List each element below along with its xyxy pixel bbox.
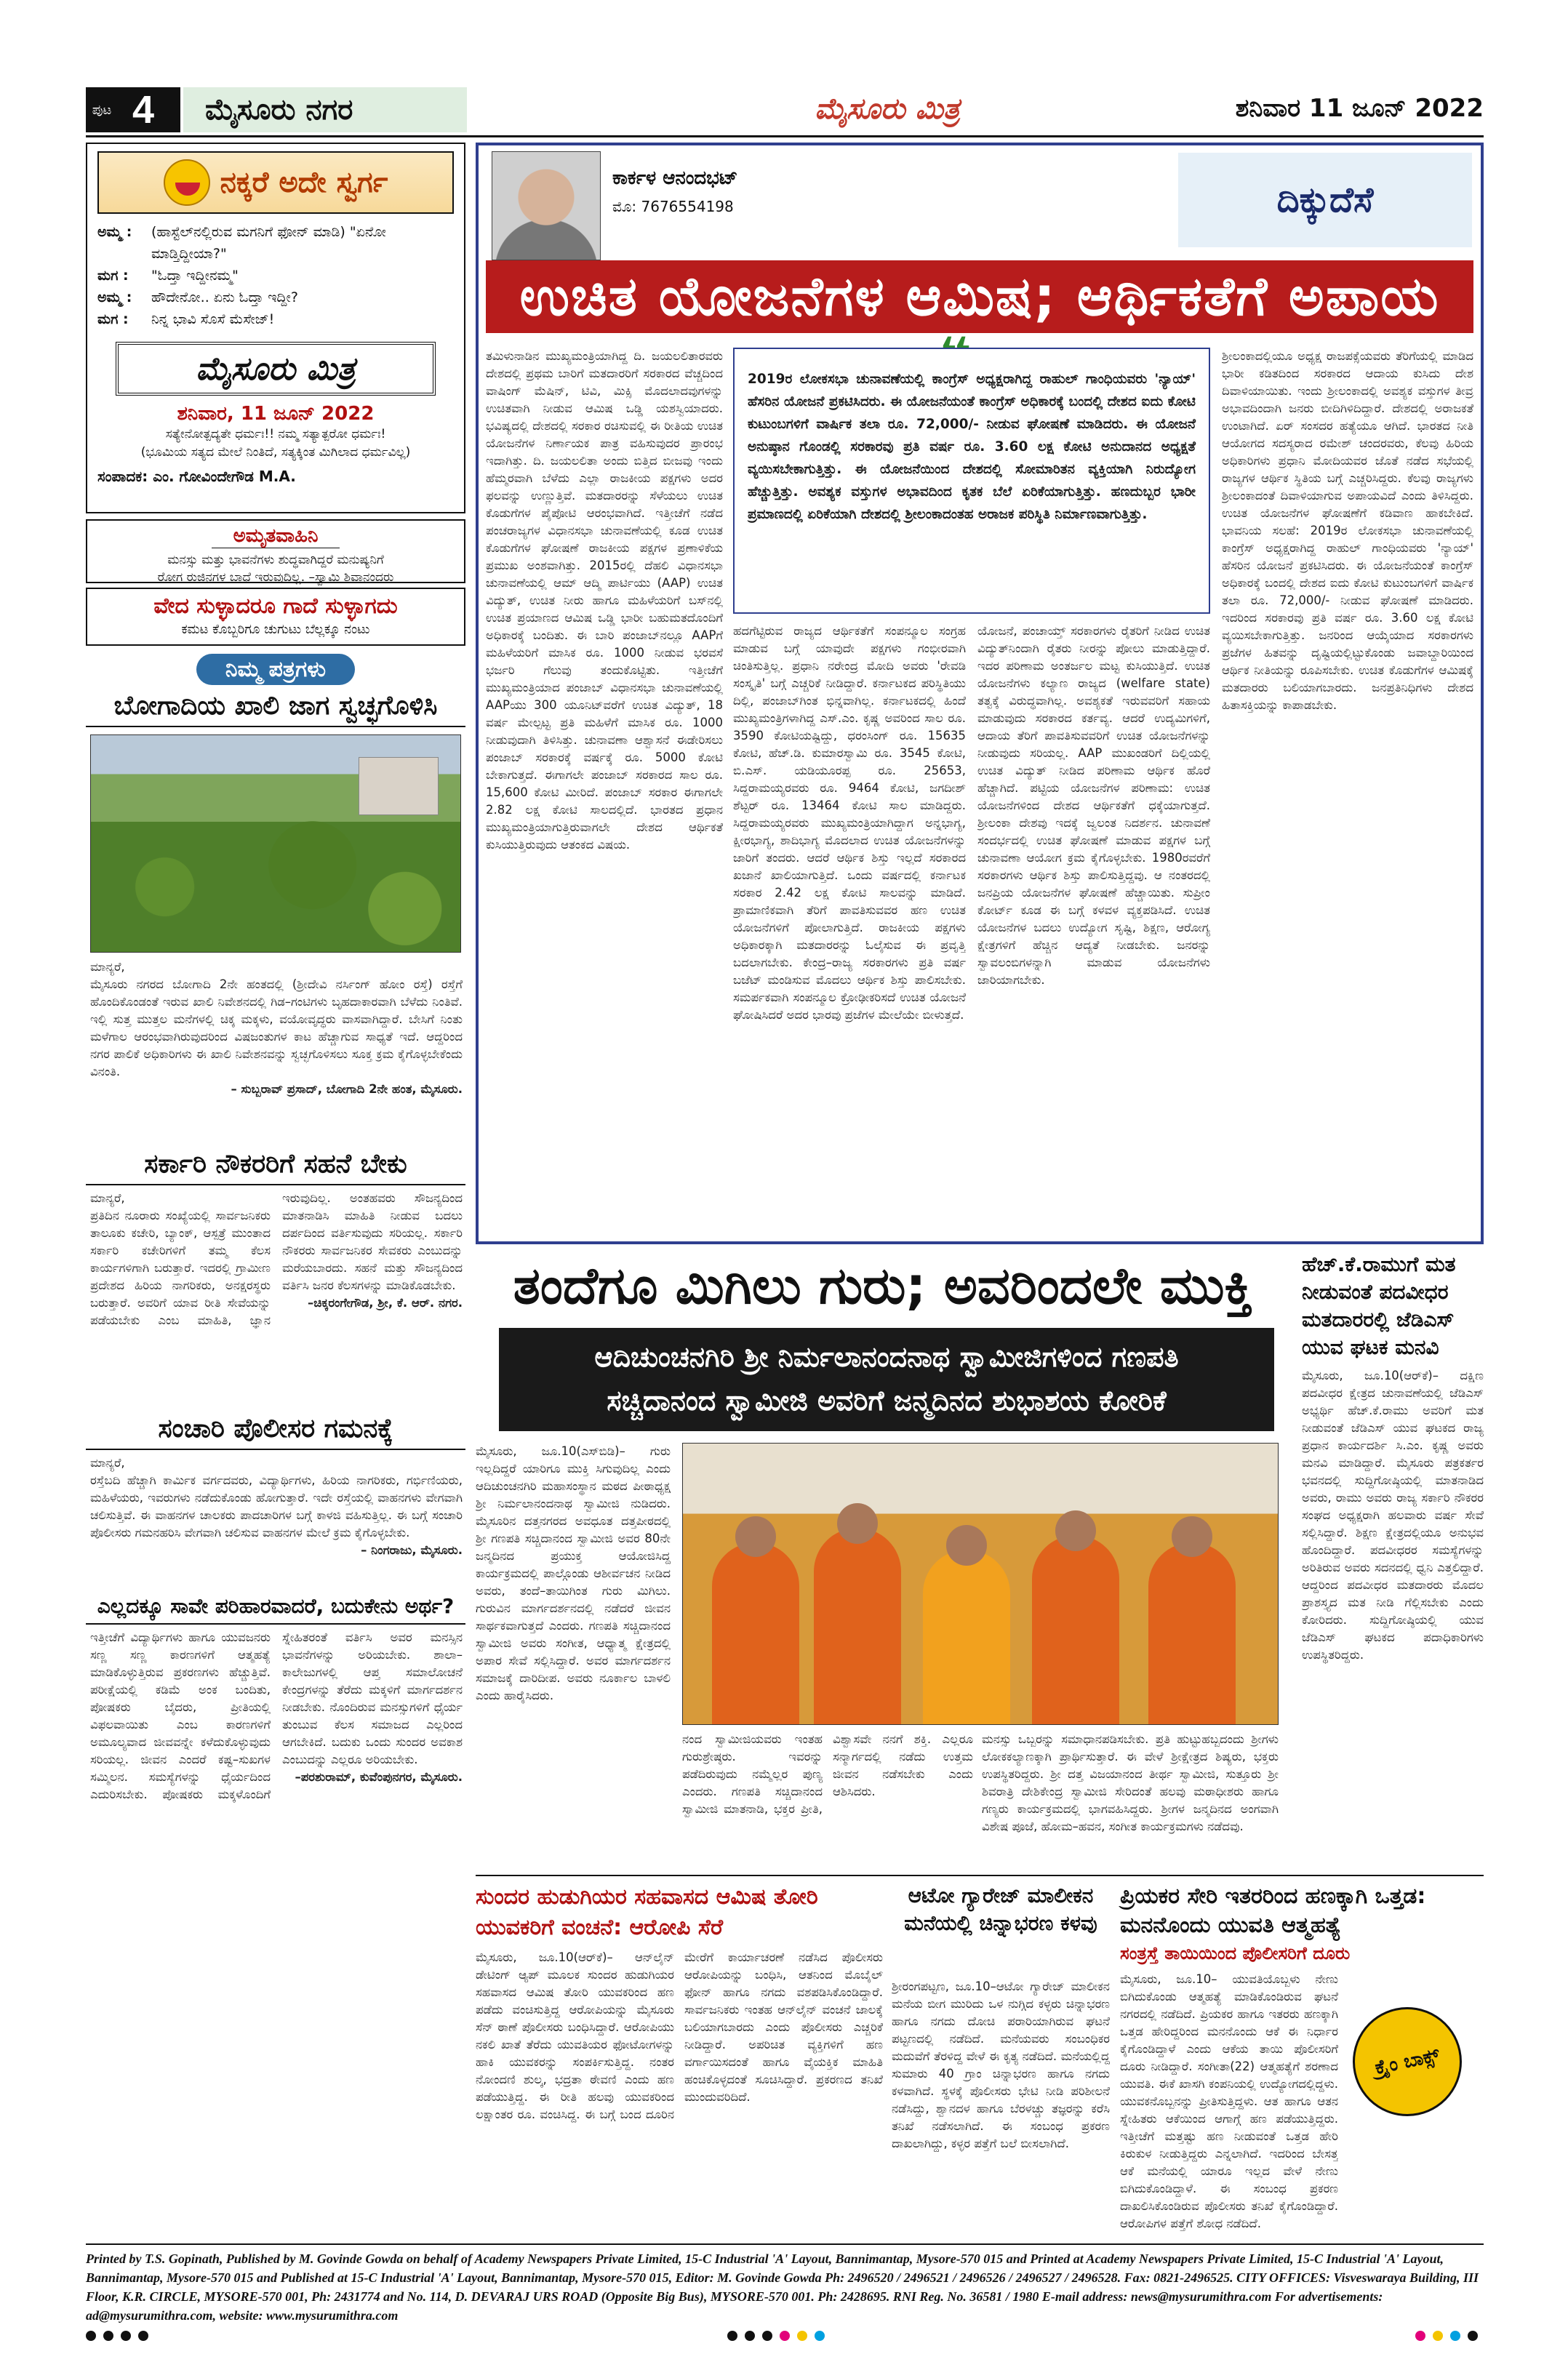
crime-box-badge: ಕ್ರೈಂ ಬಾಕ್ಸ್: [1343, 1997, 1472, 2126]
masthead-logo: ಮೈಸೂರು ಮಿತ್ರ: [815, 91, 960, 126]
joke-line: ಅಮ್ಮ : (ಹಾಸ್ಟೆಲ್‌ನಲ್ಲಿರುವ ಮಗನಿಗೆ ಫೋನ್ ಮಾಡಿ) "ಏನೋ ಮಾಡ್ತಿದ್ದೀಯಾ?": [97, 224, 386, 262]
imprint-footer: Printed by T.S. Gopinath, Published by M. Govinde Gowda on behalf of Academy Newspapers Private Limited, 15-C Industrial 'A' Layout, Bannimantap, Mysore-570 015 and Printed at Academy Newspapers Private Limited, 15-C Industrial 'A' Layout, Bannimantap, Mysore-570 015 and Published at 15-C Industrial 'A' Layout, Bannimantap, Mysore-570 015, Editor: M. Govinde Gowda Ph: 2496520 / 2496521 / 2496526 / 2496527 / 2496528. Fax: 0821-2496525. CITY OFFICES: Visveswaraya Building, III Floor, K.R. CIRCLE, MYSORE-570 001, Ph: 2431774 and No. 114, D. DEVARAJ URS ROAD (Opposite Big Bus), MYSORE-570 001. Ph: 2428695. RNI Reg. No. 36581 / 1980 E-mail address: news@mysurumithra.com For advertisements: ad@mysurumithra.com, website: www.mysurumithra.com: [86, 2243, 1484, 2325]
quote-line: ರೋಗ ರುಜಿನಗಳ ಬಾಧೆ ಇರುವುದಿಲ್ಲ. –ಸ್ವಾಮಿ ಶಿವಾನಂದರು: [157, 570, 394, 585]
section-divider: [476, 1875, 1484, 1876]
feature-headline: ಉಚಿತ ಯೋಜನೆಗಳ ಆಮಿಷ; ಆರ್ಥಿಕತೆಗೆ ಅಪಾಯ: [486, 260, 1473, 333]
page-number: 4: [132, 88, 155, 132]
story-headline: ಆಟೋ ಗ್ಯಾರೇಜ್ ಮಾಲೀಕನ ಮನೆಯಲ್ಲಿ ಚಿನ್ನಾಭರಣ ಕಳವು: [904, 1883, 1097, 1935]
registration-dots: [727, 2331, 825, 2344]
author-photo: [492, 151, 601, 260]
letter-body: ಮಾನ್ಯರೆ, ರಸ್ತೆಬದಿ ಹೆಚ್ಚಾಗಿ ಕಾರ್ಮಿಕ ವರ್ಗದವರು, ವಿದ್ಯಾರ್ಥಿಗಳು, ಹಿರಿಯ ನಾಗರಿಕರು, ಗರ್ಭಿಣಿಯರು, ಮಹಿಳೆಯರು, ಇವರುಗಳು ನಡೆದುಕೊಂಡು ಹೋಗುತ್ತಾರೆ. ಇದೇ ರಸ್ತೆಯಲ್ಲಿ ವಾಹನಗಳು ವೇಗವಾಗಿ ಚಲಿಸುತ್ತಿವೆ. ಈ ವಾಹನಗಳ ಚಾಲಕರು ಪಾದಚಾರಿಗಳ ಬಗ್ಗೆ ಕಾಳಜಿ ವಹಿಸುತ್ತಿಲ್ಲ. ಈ ಬಗ್ಗೆ ಸಂಚಾರಿ ಪೊಲೀಸರು ಗಮನಹರಿಸಿ ವೇಗವಾಗಿ ಚಲಿಸುವ ವಾಹನಗಳ ಮೇಲೆ ಕ್ರಮ ಕೈಗೊಳ್ಳಬೇಕು. – ನಿಂಗರಾಜು, ಮೈಸೂರು.: [90, 1456, 463, 1557]
proverb-title: ವೇದ ಸುಳ್ಳಾದರೂ ಗಾದೆ ಸುಳ್ಳಾಗದು: [153, 593, 398, 619]
event-photo: [682, 1443, 1279, 1725]
letter-body: ಮಾನ್ಯರೆ, ಪ್ರತಿದಿನ ನೂರಾರು ಸಂಖ್ಯೆಯಲ್ಲಿ ಸಾರ್ವಜನಿಕರು ತಾಲೂಕು ಕಚೇರಿ, ಬ್ಯಾಂಕ್, ಆಸ್ಪತ್ರೆ ಮುಂತಾದ ಸರ್ಕಾರಿ ಕಚೇರಿಗಳಿಗೆ ತಮ್ಮ ಕೆಲಸ ಕಾರ್ಯಗಳಿಗಾಗಿ ಬರುತ್ತಾರೆ. ಇದರಲ್ಲಿ ಗ್ರಾಮೀಣ ಪ್ರದೇಶದ ಹಿರಿಯ ನಾಗರಿಕರು, ಅನಕ್ಷರಸ್ಥರು ಬರುತ್ತಾರೆ. ಅವರಿಗೆ ಯಾವ ರೀತಿ ಸೇವೆಯನ್ನು ಪಡೆಯಬೇಕು ಎಂಬ ಮಾಹಿತಿ, ಜ್ಞಾನ ಇರುವುದಿಲ್ಲ. ಅಂತಹವರು ಸೌಜನ್ಯದಿಂದ ಮಾತನಾಡಿಸಿ ಮಾಹಿತಿ ನೀಡುವ ಬದಲು ದರ್ಪದಿಂದ ವರ್ತಿಸುವುದು ಸರಿಯಲ್ಲ. ಸರ್ಕಾರಿ ನೌಕರರು ಸಾರ್ವಜನಿಕರ ಸೇವಕರು ಎಂಬುದನ್ನು ಮರೆಯಬಾರದು. ಸಹನೆ ಮತ್ತು ಸೌಜನ್ಯದಿಂದ ವರ್ತಿಸಿ ಜನರ ಕೆಲಸಗಳನ್ನು ಮಾಡಿಕೊಡಬೇಕು. –ಚಿಕ್ಕರಂಗೇಗೌಡ, ಶ್ರೀ, ಕೆ. ಆರ್. ನಗರ.: [90, 1191, 463, 1327]
story-subheadline: ಆದಿಚುಂಚನಗಿರಿ ಶ್ರೀ ನಿರ್ಮಲಾನಂದನಾಥ ಸ್ವಾಮೀಜಿಗಳಿಂದ ಗಣಪತಿ ಸಚ್ಚಿದಾನಂದ ಸ್ವಾಮೀಜಿ ಅವರಿಗೆ ಜನ್ಮದಿನದ ಶುಭಾಶಯ ಕೋರಿಕೆ: [499, 1328, 1274, 1431]
paper-motto: ಸತ್ಯೇನೋತ್ಪದ್ಯತೇ ಧರ್ಮಃ!! ನಮ್ಮ ಸತ್ಯಾತ್ಪರೋ ಧರ್ಮಃ!: [165, 427, 386, 441]
story-column: ನಂದ ಸ್ವಾಮೀಜಿಯವರು ಇಂತಹ ಗುರುಶ್ರೇಷ್ಠರು. ಇವರನ್ನು ಪಡೆದಿರುವುದು ನಮ್ಮೆಲ್ಲರ ಪುಣ್ಯ ಎಂದರು. ಗಣಪತಿ ಸಚ್ಚಿದಾನಂದ ಸ್ವಾಮೀಜಿ ಮಾತನಾಡಿ, ಭಕ್ತರ ಪ್ರೀತಿ, ವಿಶ್ವಾಸವೇ ನನಗೆ ಶಕ್ತಿ. ಎಲ್ಲರೂ ಸನ್ಮಾರ್ಗದಲ್ಲಿ ನಡೆದು ಉತ್ತಮ ಜೀವನ ನಡೆಸಬೇಕು ಎಂದು ಆಶಿಸಿದರು.: [682, 1732, 973, 1816]
feature-column: ಹದಗೆಟ್ಟಿರುವ ರಾಜ್ಯದ ಆರ್ಥಿಕತೆಗೆ ಸಂಪನ್ಮೂಲ ಸಂಗ್ರಹ ಮಾಡುವ ಬಗ್ಗೆ ಯಾವುದೇ ಪಕ್ಷಗಳು ಗಂಭೀರವಾಗಿ ಚಿಂತಿಸುತ್ತಿಲ್ಲ. ಪ್ರಧಾನಿ ನರೇಂದ್ರ ಮೋದಿ ಅವರು 'ರೇವಡಿ ಸಂಸ್ಕೃತಿ' ಬಗ್ಗೆ ಎಚ್ಚರಿಕೆ ನೀಡಿದ್ದಾರೆ. ಕರ್ನಾಟಕದ ಪರಿಸ್ಥಿತಿಯು ದಿಲ್ಲಿ, ಪಂಜಾಬ್‌ಗಿಂತ ಭಿನ್ನವಾಗಿಲ್ಲ. ಕರ್ನಾಟಕದಲ್ಲಿ ಹಿಂದೆ ಮುಖ್ಯಮಂತ್ರಿಗಳಾಗಿದ್ದ ಎಸ್.ಎಂ. ಕೃಷ್ಣ ಅವರಿಂದ ಸಾಲ ರೂ. 3590 ಕೋಟಿಯಷ್ಟಿದ್ದು, ಧರಂಸಿಂಗ್ ರೂ. 15635 ಕೋಟಿ, ಹೆಚ್.ಡಿ. ಕುಮಾರಸ್ವಾಮಿ ರೂ. 3545 ಕೋಟಿ, ಬಿ.ಎಸ್. ಯಡಿಯೂರಪ್ಪ ರೂ. 25653, ಸಿದ್ದರಾಮಯ್ಯರವರು ರೂ. 9464 ಕೋಟಿ, ಜಗದೀಶ್ ಶೆಟ್ಟರ್ ರೂ. 13464 ಕೋಟಿ ಸಾಲ ಮಾಡಿದ್ದರು. ಸಿದ್ದರಾಮಯ್ಯರವರು ಮುಖ್ಯಮಂತ್ರಿಯಾಗಿದ್ದಾಗ ಅನ್ನಭಾಗ್ಯ, ಕ್ಷೀರಭಾಗ್ಯ, ಶಾದಿಭಾಗ್ಯ ಮೊದಲಾದ ಉಚಿತ ಯೋಜನೆಗಳನ್ನು ಜಾರಿಗೆ ತಂದರು. ಆದರೆ ಆರ್ಥಿಕ ಶಿಸ್ತು ಇಲ್ಲದೆ ಸರಕಾರದ ಖಜಾನೆ ಖಾಲಿಯಾಗುತ್ತಿದೆ. ಒಂದು ವರ್ಷದಲ್ಲಿ ಕರ್ನಾಟಕ ಸರಕಾರ 2.42 ಲಕ್ಷ ಕೋಟಿ ಸಾಲವನ್ನು ಮಾಡಿದೆ. ಪ್ರಾಮಾಣಿಕವಾಗಿ ತೆರಿಗೆ ಪಾವತಿಸುವವರ ಹಣ ಉಚಿತ ಯೋಜನೆಗಳಿಗೆ ಪೋಲಾಗುತ್ತಿದೆ. ರಾಜಕೀಯ ಪಕ್ಷಗಳು ಅಧಿಕಾರಕ್ಕಾಗಿ ಮತದಾರರನ್ನು ಓಲೈಸುವ ಈ ಪ್ರವೃತ್ತಿ ಬದಲಾಗಬೇಕು. ಕೇಂದ್ರ–ರಾಜ್ಯ ಸರಕಾರಗಳು ಪ್ರತಿ ವರ್ಷ ಬಜೆಟ್ ಮಂಡಿಸುವ ಮೊದಲು ಆರ್ಥಿಕ ಶಿಸ್ತು ಪಾಲಿಸಬೇಕು. ಸಮರ್ಪಕವಾಗಿ ಸಂಪನ್ಮೂಲ ಕ್ರೋಢೀಕರಿಸದೆ ಉಚಿತ ಯೋಜನೆ ಘೋಷಿಸಿದರೆ ಅದರ ಭಾರವು ಪ್ರಜೆಗಳ ಮೇಲೆಯೇ ಬೀಳುತ್ತದೆ.: [733, 624, 966, 1022]
feature-column: ಯೋಜನೆ, ಪಂಚಾಯ್ತ್ ಸರಕಾರಗಳು ರೈತರಿಗೆ ನೀಡಿದ ಉಚಿತ ವಿದ್ಯುತ್‌ನಿಂದಾಗಿ ರೈತರು ನೀರನ್ನು ಪೋಲು ಮಾಡುತ್ತಿದ್ದಾರೆ. ಇದರ ಪರಿಣಾಮ ಅಂತರ್ಜಲ ಮಟ್ಟ ಕುಸಿಯುತ್ತಿದೆ. ಉಚಿತ ಯೋಜನೆಗಳು ಕಲ್ಯಾಣ ರಾಜ್ಯದ (welfare state) ತತ್ವಕ್ಕೆ ವಿರುದ್ಧವಾಗಿಲ್ಲ. ಅವಶ್ಯಕತೆ ಇರುವವರಿಗೆ ಸಹಾಯ ಮಾಡುವುದು ಸರಕಾರದ ಕರ್ತವ್ಯ. ಆದರೆ ಉದ್ಯಮಿಗಳಿಗೆ, ಆದಾಯ ತೆರಿಗೆ ಪಾವತಿಸುವವರಿಗೆ ಉಚಿತ ಯೋಜನೆಗಳನ್ನು ನೀಡುವುದು ಸರಿಯಲ್ಲ. AAP ಮುಖಂಡರಿಗೆ ದಿಲ್ಲಿಯಲ್ಲಿ ಉಚಿತ ವಿದ್ಯುತ್ ನೀಡಿದ ಪರಿಣಾಮ ಆರ್ಥಿಕ ಹೊರೆ ಹೆಚ್ಚಾಗಿದೆ. ಪಟ್ಟಿಯ ಯೋಜನೆಗಳ ಪರಿಣಾಮ: ಉಚಿತ ಯೋಜನೆಗಳಿಂದ ದೇಶದ ಆರ್ಥಿಕತೆಗೆ ಧಕ್ಕೆಯಾಗುತ್ತದೆ. ಶ್ರೀಲಂಕಾ ದೇಶವು ಇದಕ್ಕೆ ಜ್ವಲಂತ ನಿದರ್ಶನ. ಚುನಾವಣೆ ಸಂದರ್ಭದಲ್ಲಿ ಉಚಿತ ಘೋಷಣೆ ಮಾಡುವ ಪಕ್ಷಗಳ ಬಗ್ಗೆ ಚುನಾವಣಾ ಆಯೋಗ ಕ್ರಮ ಕೈಗೊಳ್ಳಬೇಕು. 1980ರವರೆಗೆ ಸರಕಾರಗಳು ಆರ್ಥಿಕ ಶಿಸ್ತು ಪಾಲಿಸುತ್ತಿದ್ದವು. ಆ ನಂತರದಲ್ಲಿ ಜನಪ್ರಿಯ ಯೋಜನೆಗಳ ಘೋಷಣೆ ಹೆಚ್ಚಾಯಿತು. ಸುಪ್ರೀಂ ಕೋರ್ಟ್ ಕೂಡ ಈ ಬಗ್ಗೆ ಕಳವಳ ವ್ಯಕ್ತಪಡಿಸಿದೆ. ಉಚಿತ ಯೋಜನೆಗಳ ಬದಲು ಉದ್ಯೋಗ ಸೃಷ್ಟಿ, ಶಿಕ್ಷಣ, ಆರೋಗ್ಯ ಕ್ಷೇತ್ರಗಳಿಗೆ ಹೆಚ್ಚಿನ ಆದ್ಯತೆ ನೀಡಬೇಕು. ಜನರನ್ನು ಸ್ವಾವಲಂಬಿಗಳನ್ನಾಗಿ ಮಾಡುವ ಯೋಜನೆಗಳು ಜಾರಿಯಾಗಬೇಕು.: [977, 624, 1210, 987]
section-name: ಮೈಸೂರು ನಗರ: [183, 87, 467, 132]
story-column: ಮೈಸೂರು, ಜೂ.10(ಆರ್‌ಕೆ)– ದಕ್ಷಿಣ ಪದವೀಧರ ಕ್ಷೇತ್ರದ ಚುನಾವಣೆಯಲ್ಲಿ ಜೆಡಿಎಸ್ ಅಭ್ಯರ್ಥಿ ಹೆಚ್.ಕೆ.ರಾಮು ಅವರಿಗೆ ಮತ ನೀಡುವಂತೆ ಜೆಡಿಎಸ್ ಯುವ ಘಟಕದ ರಾಜ್ಯ ಪ್ರಧಾನ ಕಾರ್ಯದರ್ಶಿ ಸಿ.ಎಂ. ಕೃಷ್ಣ ಅವರು ಮನವಿ ಮಾಡಿದ್ದಾರೆ. ಮೈಸೂರು ಪತ್ರಕರ್ತರ ಭವನದಲ್ಲಿ ಸುದ್ದಿಗೋಷ್ಠಿಯಲ್ಲಿ ಮಾತನಾಡಿದ ಅವರು, ರಾಮು ಅವರು ರಾಜ್ಯ ಸರ್ಕಾರಿ ನೌಕರರ ಸಂಘದ ಅಧ್ಯಕ್ಷರಾಗಿ ಹಲವಾರು ವರ್ಷ ಸೇವೆ ಸಲ್ಲಿಸಿದ್ದಾರೆ. ಶಿಕ್ಷಣ ಕ್ಷೇತ್ರದಲ್ಲಿಯೂ ಅನುಭವ ಹೊಂದಿದ್ದಾರೆ. ಪದವೀಧರರ ಸಮಸ್ಯೆಗಳನ್ನು ಅರಿತಿರುವ ಅವರು ಸದನದಲ್ಲಿ ಧ್ವನಿ ಎತ್ತಲಿದ್ದಾರೆ. ಆದ್ದರಿಂದ ಪದವೀಧರ ಮತದಾರರು ಮೊದಲ ಪ್ರಾಶಸ್ತ್ಯದ ಮತ ನೀಡಿ ಗೆಲ್ಲಿಸಬೇಕು ಎಂದು ಕೋರಿದರು. ಸುದ್ದಿಗೋಷ್ಠಿಯಲ್ಲಿ ಯುವ ಜೆಡಿಎಸ್ ಘಟಕದ ಪದಾಧಿಕಾರಿಗಳು ಉಪಸ್ಥಿತರಿದ್ದರು.: [1302, 1369, 1484, 1662]
author-name: ಕಾರ್ಕಳ ಆನಂದಭಟ್: [612, 167, 738, 189]
story-subheadline: ಸಂತ್ರಸ್ತೆ ತಾಯಿಯಿಂದ ಪೊಲೀಸರಿಗೆ ದೂರು: [1120, 1943, 1351, 1963]
joke-line: ಮಗ : "ಓದ್ತಾ ಇದ್ದೀನಮ್ಮ": [97, 268, 239, 284]
page-number-box: [86, 87, 180, 132]
pull-quote: 2019ರ ಲೋಕಸಭಾ ಚುನಾವಣೆಯಲ್ಲಿ ಕಾಂಗ್ರೆಸ್ ಅಧ್ಯಕ್ಷರಾಗಿದ್ದ ರಾಹುಲ್ ಗಾಂಧಿಯವರು 'ನ್ಯಾಯ್' ಹೆಸರಿನ ಯೋಜನೆ ಪ್ರಕಟಿಸಿದರು. ಈ ಯೋಜನೆಯಂತೆ ಕಾಂಗ್ರೆಸ್ ಅಧಿಕಾರಕ್ಕೆ ಬಂದಲ್ಲಿ ದೇಶದ ಐದು ಕೋಟಿ ಕುಟುಂಬಗಳಿಗೆ ವಾರ್ಷಿಕ ತಲಾ ರೂ. 72,000/- ನೀಡುವ ಘೋಷಣೆ ಮಾಡಿದರು. ಈ ಯೋಜನೆ ಅನುಷ್ಠಾನ ಗೊಂಡಲ್ಲಿ ಸರಕಾರವು ಪ್ರತಿ ವರ್ಷ ರೂ. 3.60 ಲಕ್ಷ ಕೋಟಿ ಅನುದಾನದ ಅಧ್ಯಕ್ಷತೆ ವ್ಯಯಿಸಬೇಕಾಗುತ್ತಿತ್ತು. ಈ ಯೋಜನೆಯಿಂದ ದೇಶದಲ್ಲಿ ಸೋಮಾರಿತನ ವ್ಯಕ್ತಿಯಾಗಿ ನಿರುದ್ಯೋಗ ಹೆಚ್ಚುತ್ತಿತ್ತು. ಅವಶ್ಯಕ ವಸ್ತುಗಳ ಅಭಾವದಿಂದ ಕೃತಕ ಬೆಲೆ ಏರಿಕೆಯಾಗುತ್ತಿತ್ತು. ಹಣದುಬ್ಬರ ಭಾರೀ ಪ್ರಮಾಣದಲ್ಲಿ ಏರಿಕೆಯಾಗಿ ದೇಶದಲ್ಲಿ ಶ್ರೀಲಂಕಾದಂತಹ ಅರಾಜಕ ಪರಿಸ್ಥಿತಿ ನಿರ್ಮಾಣವಾಗುತ್ತಿತ್ತು.: [733, 348, 1210, 614]
letter-title: ಬೋಗಾದಿಯ ಖಾಲಿ ಜಾಗ ಸ್ವಚ್ಛಗೊಳಿಸಿ: [86, 691, 465, 727]
overgrown-plot-photo: [90, 734, 461, 953]
story-headline: ಸುಂದರ ಹುಡುಗಿಯರ ಸಹವಾಸದ ಆಮಿಷ ತೋರಿ ಯುವಕರಿಗೆ ವಂಚನೆ: ಆರೋಪಿ ಸೆರೆ: [476, 1884, 818, 1940]
letter-title: ಸಂಚಾರಿ ಪೊಲೀಸರ ಗಮನಕ್ಕೆ: [86, 1414, 465, 1450]
quote-box: [86, 519, 465, 583]
letter-body: ಮಾನ್ಯರೆ, ಮೈಸೂರು ನಗರದ ಬೋಗಾದಿ 2ನೇ ಹಂತದಲ್ಲಿ (ಶ್ರೀದೇವಿ ನರ್ಸಿಂಗ್ ಹೋಂ ರಸ್ತೆ) ರಸ್ತೆಗೆ ಹೊಂದಿಕೊಂಡಂತೆ ಇರುವ ಖಾಲಿ ನಿವೇಶನದಲ್ಲಿ ಗಿಡ–ಗಂಟಿಗಳು ಬೃಹದಾಕಾರವಾಗಿ ಬೆಳೆದು ನಿಂತಿವೆ. ಇಲ್ಲಿ ಸುತ್ತ ಮುತ್ತಲ ಮನೆಗಳಲ್ಲಿ ಚಿಕ್ಕ ಮಕ್ಕಳು, ವಯೋವೃದ್ಧರು ವಾಸವಾಗಿದ್ದಾರೆ. ಬೇಸಿಗೆ ನಿಂತು ಮಳೆಗಾಲ ಆರಂಭವಾಗಿರುವುದರಿಂದ ವಿಷಜಂತುಗಳ ಕಾಟ ಹೆಚ್ಚಾಗುವ ಸಾಧ್ಯತೆ ಇದೆ. ಆದ್ದರಿಂದ ನಗರ ಪಾಲಿಕೆ ಅಧಿಕಾರಿಗಳು ಈ ಖಾಲಿ ನಿವೇಶನವನ್ನು ಸ್ವಚ್ಛಗೊಳಿಸಲು ಸೂಕ್ತ ಕ್ರಮ ಕೈಗೊಳ್ಳಬೇಕೆಂದು ವಿನಂತಿ. – ಸುಬ್ಬರಾವ್ ಪ್ರಸಾದ್, ಬೋಗಾದಿ 2ನೇ ಹಂತ, ಮೈಸೂರು.: [90, 960, 463, 1096]
paper-name-banner: ಮೈಸೂರು ಮಿತ್ರ: [116, 342, 436, 396]
story-headline: ಪ್ರಿಯಕರ ಸೇರಿ ಇತರರಿಂದ ಹಣಕ್ಕಾಗಿ ಒತ್ತಡ: ಮನನೊಂದು ಯುವತಿ ಆತ್ಮಹತ್ಯೆ: [1120, 1883, 1426, 1938]
registration-dots: [86, 2331, 148, 2344]
masthead-rule: [86, 135, 1484, 137]
story-column: ಶ್ರೀರಂಗಪಟ್ಟಣ, ಜೂ.10–ಆಟೋ ಗ್ಯಾರೇಜ್ ಮಾಲೀಕನ ಮನೆಯ ಬೀಗ ಮುರಿದು ಒಳ ನುಗ್ಗಿದ ಕಳ್ಳರು ಚಿನ್ನಾಭರಣ ಹಾಗೂ ನಗದು ದೋಚಿ ಪರಾರಿಯಾಗಿರುವ ಘಟನೆ ಪಟ್ಟಣದಲ್ಲಿ ನಡೆದಿದೆ. ಮನೆಯವರು ಸಂಬಂಧಿಕರ ಮದುವೆಗೆ ತೆರಳಿದ್ದ ವೇಳೆ ಈ ಕೃತ್ಯ ನಡೆದಿದೆ. ಮನೆಯಲ್ಲಿದ್ದ ಸುಮಾರು 40 ಗ್ರಾಂ ಚಿನ್ನಾಭರಣ ಹಾಗೂ ನಗದು ಕಳವಾಗಿದೆ. ಸ್ಥಳಕ್ಕೆ ಪೊಲೀಸರು ಭೇಟಿ ನೀಡಿ ಪರಿಶೀಲನೆ ನಡೆಸಿದ್ದು, ಶ್ವಾನದಳ ಹಾಗೂ ಬೆರಳಚ್ಚು ತಜ್ಞರನ್ನು ಕರೆಸಿ ತನಿಖೆ ನಡೆಸಲಾಗಿದೆ. ಈ ಸಂಬಂಧ ಪ್ರಕರಣ ದಾಖಲಾಗಿದ್ದು, ಕಳ್ಳರ ಪತ್ತೆಗೆ ಬಲೆ ಬೀಸಲಾಗಿದೆ.: [892, 1979, 1110, 2150]
letter-body: ಇತ್ತೀಚೆಗೆ ವಿದ್ಯಾರ್ಥಿಗಳು ಹಾಗೂ ಯುವಜನರು ಸಣ್ಣ ಸಣ್ಣ ಕಾರಣಗಳಿಗೆ ಆತ್ಮಹತ್ಯೆ ಮಾಡಿಕೊಳ್ಳುತ್ತಿರುವ ಪ್ರಕರಣಗಳು ಹೆಚ್ಚುತ್ತಿವೆ. ಪರೀಕ್ಷೆಯಲ್ಲಿ ಕಡಿಮೆ ಅಂಕ ಬಂದಿತು, ಪೋಷಕರು ಬೈದರು, ಪ್ರೀತಿಯಲ್ಲಿ ವಿಫಲವಾಯಿತು ಎಂಬ ಕಾರಣಗಳಿಗೆ ಅಮೂಲ್ಯವಾದ ಜೀವವನ್ನೇ ಕಳೆದುಕೊಳ್ಳುವುದು ಸರಿಯಲ್ಲ. ಜೀವನ ಎಂದರೆ ಕಷ್ಟ–ಸುಖಗಳ ಸಮ್ಮಿಲನ. ಸಮಸ್ಯೆಗಳನ್ನು ಧೈರ್ಯದಿಂದ ಎದುರಿಸಬೇಕು. ಪೋಷಕರು ಮಕ್ಕಳೊಂದಿಗೆ ಸ್ನೇಹಿತರಂತೆ ವರ್ತಿಸಿ ಅವರ ಮನಸ್ಸಿನ ಭಾವನೆಗಳನ್ನು ಅರಿಯಬೇಕು. ಶಾಲಾ–ಕಾಲೇಜುಗಳಲ್ಲಿ ಆಪ್ತ ಸಮಾಲೋಚನೆ ಕೇಂದ್ರಗಳನ್ನು ತೆರೆದು ಮಕ್ಕಳಿಗೆ ಮಾರ್ಗದರ್ಶನ ನೀಡಬೇಕು. ನೊಂದಿರುವ ಮನಸ್ಸುಗಳಿಗೆ ಧೈರ್ಯ ತುಂಬುವ ಕೆಲಸ ಸಮಾಜದ ಎಲ್ಲರಿಂದ ಆಗಬೇಕಿದೆ. ಬದುಕು ಒಂದು ಸುಂದರ ಅವಕಾಶ ಎಂಬುದನ್ನು ಎಲ್ಲರೂ ಅರಿಯಬೇಕು. –ಪರಶುರಾಮ್, ಕುವೆಂಪುನಗರ, ಮೈಸೂರು.: [90, 1630, 463, 1801]
letter-title: ಸರ್ಕಾರಿ ನೌಕರರಿಗೆ ಸಹನೆ ಬೇಕು: [86, 1149, 465, 1185]
joke-line: ಅಮ್ಮ : ಹೌದೇನೋ.. ಏನು ಓದ್ತಾ ಇದ್ದೀ?: [97, 289, 298, 305]
proverb-box: [86, 588, 465, 646]
letters-section-header: ನಿಮ್ಮ ಪತ್ರಗಳು: [86, 651, 465, 687]
story-headline: ತಂದೆಗೂ ಮಿಗಿಲು ಗುರು; ಅವರಿಂದಲೇ ಮುಕ್ತಿ: [513, 1255, 1253, 1316]
joke-line: ಮಗ : ನಿನ್ನ ಭಾವಿ ಸೊಸೆ ಮೆಸೇಜ್!: [97, 311, 275, 327]
laughing-face-icon: [164, 159, 210, 206]
paper-motto-meaning: (ಭೂಮಿಯ ಸತ್ಯದ ಮೇಲೆ ನಿಂತಿದೆ, ಸತ್ಯಕ್ಕಿಂತ ಮಿಗಿಲಾದ ಧರ್ಮವಿಲ್ಲ): [140, 445, 411, 460]
author-phone: ಮೊ: 7676554198: [612, 198, 734, 215]
letter-title: ಎಲ್ಲದಕ್ಕೂ ಸಾವೇ ಪರಿಹಾರವಾದರೆ, ಬದುಕೇನು ಅರ್ಥ?: [86, 1594, 465, 1625]
editor-line: ಸಂಪಾದಕ: ಎಂ. ಗೋವಿಂದೇಗೌಡ M.A.: [97, 468, 296, 485]
registration-dots: [1415, 2331, 1478, 2344]
masthead-date: ಶನಿವಾರ 11 ಜೂನ್ 2022: [1235, 94, 1484, 123]
quote-line: ಮನಸ್ಸು ಮತ್ತು ಭಾವನೆಗಳು ಶುದ್ಧವಾಗಿದ್ದರೆ ಮನುಷ್ಯನಿಗೆ: [167, 553, 384, 567]
story-column: ಮೈಸೂರು, ಜೂ.10(ಎಸ್‌ಬಿಡಿ)– ಗುರು ಇಲ್ಲದಿದ್ದರೆ ಯಾರಿಗೂ ಮುಕ್ತಿ ಸಿಗುವುದಿಲ್ಲ ಎಂದು ಆದಿಚುಂಚನಗಿರಿ ಮಹಾಸಂಸ್ಥಾನ ಮಠದ ಪೀಠಾಧ್ಯಕ್ಷ ಶ್ರೀ ನಿರ್ಮಲಾನಂದನಾಥ ಸ್ವಾಮೀಜಿ ನುಡಿದರು. ಮೈಸೂರಿನ ದತ್ತನಗರದ ಅವಧೂತ ದತ್ತಪೀಠದಲ್ಲಿ ಶ್ರೀ ಗಣಪತಿ ಸಚ್ಚಿದಾನಂದ ಸ್ವಾಮೀಜಿ ಅವರ 80ನೇ ಜನ್ಮದಿನದ ಪ್ರಯುಕ್ತ ಆಯೋಜಿಸಿದ್ದ ಕಾರ್ಯಕ್ರಮದಲ್ಲಿ ಪಾಲ್ಗೊಂಡು ಆಶೀರ್ವಚನ ನೀಡಿದ ಅವರು, ತಂದೆ–ತಾಯಿಗಿಂತ ಗುರು ಮಿಗಿಲು. ಗುರುವಿನ ಮಾರ್ಗದರ್ಶನದಲ್ಲಿ ನಡೆದರೆ ಜೀವನ ಸಾರ್ಥಕವಾಗುತ್ತದೆ ಎಂದರು. ಗಣಪತಿ ಸಚ್ಚಿದಾನಂದ ಸ್ವಾಮೀಜಿ ಅವರು ಸಂಗೀತ, ಆಧ್ಯಾತ್ಮ ಕ್ಷೇತ್ರದಲ್ಲಿ ಅಪಾರ ಸೇವೆ ಸಲ್ಲಿಸಿದ್ದಾರೆ. ಅವರ ಮಾರ್ಗದರ್ಶನ ಸಮಾಜಕ್ಕೆ ದಾರಿದೀಪ. ಅವರು ನೂರ್ಕಾಲ ಬಾಳಲಿ ಎಂದು ಹಾರೈಸಿದರು.: [476, 1444, 671, 1702]
joke-box: [86, 143, 465, 513]
page-label: ಪುಟ: [92, 102, 112, 118]
story-column: ಮೈಸೂರು, ಜೂ.10(ಆರ್‌ಕೆ)– ಆನ್‌ಲೈನ್ ಡೇಟಿಂಗ್ ಆ್ಯಪ್ ಮೂಲಕ ಸುಂದರ ಹುಡುಗಿಯರ ಸಹವಾಸದ ಆಮಿಷ ತೋರಿ ಯುವಕರಿಂದ ಹಣ ಪಡೆದು ವಂಚಿಸುತ್ತಿದ್ದ ಆರೋಪಿಯನ್ನು ಮೈಸೂರು ಸೆನ್ ಠಾಣೆ ಪೊಲೀಸರು ಬಂಧಿಸಿದ್ದಾರೆ. ಆರೋಪಿಯು ನಕಲಿ ಖಾತೆ ತೆರೆದು ಯುವತಿಯರ ಫೋಟೋಗಳನ್ನು ಹಾಕಿ ಯುವಕರನ್ನು ಸಂಪರ್ಕಿಸುತ್ತಿದ್ದ. ನಂತರ ನೋಂದಣಿ ಶುಲ್ಕ, ಭದ್ರತಾ ಠೇವಣಿ ಎಂದು ಹಣ ಪಡೆಯುತ್ತಿದ್ದ. ಈ ರೀತಿ ಹಲವು ಯುವಕರಿಂದ ಲಕ್ಷಾಂತರ ರೂ. ವಂಚಿಸಿದ್ದ. ಈ ಬಗ್ಗೆ ಬಂದ ದೂರಿನ ಮೇರೆಗೆ ಕಾರ್ಯಾಚರಣೆ ನಡೆಸಿದ ಪೊಲೀಸರು ಆರೋಪಿಯನ್ನು ಬಂಧಿಸಿ, ಆತನಿಂದ ಮೊಬೈಲ್ ಫೋನ್ ಹಾಗೂ ನಗದು ವಶಪಡಿಸಿಕೊಂಡಿದ್ದಾರೆ. ಸಾರ್ವಜನಿಕರು ಇಂತಹ ಆನ್‌ಲೈನ್ ವಂಚನೆ ಜಾಲಕ್ಕೆ ಬಲಿಯಾಗಬಾರದು ಎಂದು ಪೊಲೀಸರು ಎಚ್ಚರಿಕೆ ನೀಡಿದ್ದಾರೆ. ಅಪರಿಚಿತ ವ್ಯಕ್ತಿಗಳಿಗೆ ಹಣ ವರ್ಗಾಯಿಸದಂತೆ ಹಾಗೂ ವೈಯಕ್ತಿಕ ಮಾಹಿತಿ ಹಂಚಿಕೊಳ್ಳದಂತೆ ಸೂಚಿಸಿದ್ದಾರೆ. ಪ್ರಕರಣದ ತನಿಖೆ ಮುಂದುವರಿದಿದೆ.: [476, 1950, 883, 2121]
story-column: ಮೈಸೂರು, ಜೂ.10– ಯುವತಿಯೊಬ್ಬಳು ನೇಣು ಬಿಗಿದುಕೊಂಡು ಆತ್ಮಹತ್ಯೆ ಮಾಡಿಕೊಂಡಿರುವ ಘಟನೆ ನಗರದಲ್ಲಿ ನಡೆದಿದೆ. ಪ್ರಿಯಕರ ಹಾಗೂ ಇತರರು ಹಣಕ್ಕಾಗಿ ಒತ್ತಡ ಹೇರಿದ್ದರಿಂದ ಮನನೊಂದು ಆಕೆ ಈ ನಿರ್ಧಾರ ಕೈಗೊಂಡಿದ್ದಾಳೆ ಎಂದು ಆಕೆಯ ತಾಯಿ ಪೊಲೀಸರಿಗೆ ದೂರು ನೀಡಿದ್ದಾರೆ. ಸಂಗೀತಾ(22) ಆತ್ಮಹತ್ಯೆಗೆ ಶರಣಾದ ಯುವತಿ. ಈಕೆ ಖಾಸಗಿ ಕಂಪನಿಯಲ್ಲಿ ಉದ್ಯೋಗದಲ್ಲಿದ್ದಳು. ಯುವಕನೊಬ್ಬನನ್ನು ಪ್ರೀತಿಸುತ್ತಿದ್ದಳು. ಆತ ಹಾಗೂ ಆತನ ಸ್ನೇಹಿತರು ಆಕೆಯಿಂದ ಆಗಾಗ್ಗೆ ಹಣ ಪಡೆಯುತ್ತಿದ್ದರು. ಇತ್ತೀಚೆಗೆ ಮತ್ತಷ್ಟು ಹಣ ನೀಡುವಂತೆ ಒತ್ತಡ ಹೇರಿ ಕಿರುಕುಳ ನೀಡುತ್ತಿದ್ದರು ಎನ್ನಲಾಗಿದೆ. ಇದರಿಂದ ಬೇಸತ್ತ ಆಕೆ ಮನೆಯಲ್ಲಿ ಯಾರೂ ಇಲ್ಲದ ವೇಳೆ ನೇಣು ಬಿಗಿದುಕೊಂಡಿದ್ದಾಳೆ. ಈ ಸಂಬಂಧ ಪ್ರಕರಣ ದಾಖಲಿಸಿಕೊಂಡಿರುವ ಪೊಲೀಸರು ತನಿಖೆ ಕೈಗೊಂಡಿದ್ದಾರೆ. ಆರೋಪಿಗಳ ಪತ್ತೆಗೆ ಶೋಧ ನಡೆದಿದೆ.: [1120, 1972, 1338, 2230]
column-name: ದಿಕ್ಕುದೆಸೆ: [1178, 153, 1472, 247]
story-column: ಮನಸ್ಸು ಒಬ್ಬರನ್ನು ಸಮಾಧಾನಪಡಿಸಬೇಕು. ಪ್ರತಿ ಹುಟ್ಟುಹಬ್ಬದಂದು ಶ್ರೀಗಳು ಲೋಕಕಲ್ಯಾಣಕ್ಕಾಗಿ ಪ್ರಾರ್ಥಿಸುತ್ತಾರೆ. ಈ ವೇಳೆ ಶ್ರೀಕ್ಷೇತ್ರದ ಶಿಷ್ಯರು, ಭಕ್ತರು ಉಪಸ್ಥಿತರಿದ್ದರು. ಶ್ರೀ ದತ್ತ ವಿಜಯಾನಂದ ತೀರ್ಥ ಸ್ವಾಮೀಜಿ, ಸುತ್ತೂರು ಶ್ರೀ ಶಿವರಾತ್ರಿ ದೇಶಿಕೇಂದ್ರ ಸ್ವಾಮೀಜಿ ಸೇರಿದಂತೆ ಹಲವು ಮಠಾಧೀಶರು ಹಾಗೂ ಗಣ್ಯರು ಕಾರ್ಯಕ್ರಮದಲ್ಲಿ ಭಾಗವಹಿಸಿದ್ದರು. ಶ್ರೀಗಳ ಜನ್ಮದಿನದ ಅಂಗವಾಗಿ ವಿಶೇಷ ಪೂಜೆ, ಹೋಮ–ಹವನ, ಸಂಗೀತ ಕಾರ್ಯಕ್ರಮಗಳು ನಡೆದವು.: [982, 1732, 1279, 1833]
joke-dialogue: [97, 221, 454, 330]
feature-column: ತಮಿಳುನಾಡಿನ ಮುಖ್ಯಮಂತ್ರಿಯಾಗಿದ್ದ ದಿ. ಜಯಲಲಿತಾರವರು ದೇಶದಲ್ಲಿ ಪ್ರಥಮ ಬಾರಿಗೆ ಮತದಾರರಿಗೆ ಸರಕಾರದ ವೆಚ್ಚದಿಂದ ವಾಷಿಂಗ್ ಮೆಷಿನ್, ಟಿವಿ, ಮಿಕ್ಸಿ ಮೊದಲಾದವುಗಳನ್ನು ಉಚಿತವಾಗಿ ನೀಡುವ ಆಮಿಷ ಒಡ್ಡಿ ಯಶಸ್ವಿಯಾದರು. ಭವಿಷ್ಯದಲ್ಲಿ ದೇಶದಲ್ಲಿ ಸರಕಾರ ರಚಿಸುವಲ್ಲಿ ಈ ರೀತಿಯ ಉಚಿತ ಯೋಜನೆಗಳ ನಿರ್ಣಾಯಕ ಪಾತ್ರ ವಹಿಸುವುದರ ಪ್ರಾರಂಭ ಇದಾಗಿತ್ತು. ದಿ. ಜಯಲಲಿತಾ ಅಂದು ಬಿತ್ತಿದ ಬೀಜವು ಇಂದು ಹೆಮ್ಮರವಾಗಿ ಬೆಳೆದು ಎಲ್ಲಾ ರಾಜಕೀಯ ಪಕ್ಷಗಳು ಅದರ ಫಲವನ್ನು ಉಣ್ಣುತ್ತಿವೆ. ಮತದಾರರನ್ನು ಸೆಳೆಯಲು ಉಚಿತ ಕೊಡುಗೆಗಳ ಪೈಪೋಟಿ ಆರಂಭವಾಗಿದೆ. ಇತ್ತೀಚೆಗೆ ನಡೆದ ಪಂಚರಾಜ್ಯಗಳ ವಿಧಾನಸಭಾ ಚುನಾವಣೆಯಲ್ಲಿ ಕೂಡ ಉಚಿತ ಕೊಡುಗೆಗಳ ಘೋಷಣೆ ರಾಜಕೀಯ ಪಕ್ಷಗಳ ಪ್ರಣಾಳಿಕೆಯ ಪ್ರಮುಖ ಅಂಶವಾಗಿತ್ತು. 2015ರಲ್ಲಿ ದೆಹಲಿ ವಿಧಾನಸಭಾ ಚುನಾವಣೆಯಲ್ಲಿ ಆಮ್ ಆದ್ಮಿ ಪಾರ್ಟಿಯು (AAP) ಉಚಿತ ವಿದ್ಯುತ್, ಉಚಿತ ನೀರು ಹಾಗೂ ಮಹಿಳೆಯರಿಗೆ ಬಸ್‌ನಲ್ಲಿ ಉಚಿತ ಪ್ರಯಾಣದ ಆಮಿಷ ಒಡ್ಡಿ ಭಾರೀ ಬಹುಮತದೊಂದಿಗೆ ಅಧಿಕಾರಕ್ಕೆ ಬಂದಿತು. ಈ ಬಾರಿ ಪಂಜಾಬ್‌ನಲ್ಲೂ AAPಗೆ ಮಹಿಳೆಯರಿಗೆ ಮಾಸಿಕ ರೂ. 1000 ನೀಡುವ ಭರವಸೆ ಭರ್ಜರಿ ಗೆಲುವು ತಂದುಕೊಟ್ಟಿತು. ಇತ್ತೀಚೆಗೆ ಮುಖ್ಯಮಂತ್ರಿಯಾದ ಪಂಜಾಬ್ ವಿಧಾನಸಭಾ ಚುನಾವಣೆಯಲ್ಲಿ AAPಯು 300 ಯೂನಿಟ್‌ವರೆಗೆ ಉಚಿತ ವಿದ್ಯುತ್, 18 ವರ್ಷ ಮೇಲ್ಪಟ್ಟ ಪ್ರತಿ ಮಹಿಳೆಗೆ ಮಾಸಿಕ ರೂ. 1000 ನೀಡುವುದಾಗಿ ತಿಳಿಸಿತ್ತು. ಚುನಾವಣಾ ಆಶ್ವಾಸನೆ ಈಡೇರಿಸಲು ಪಂಜಾಬ್ ಸರಕಾರಕ್ಕೆ ವರ್ಷಕ್ಕೆ ರೂ. 5000 ಕೋಟಿ ಬೇಕಾಗುತ್ತದೆ. ಈಗಾಗಲೇ ಪಂಜಾಬ್ ಸರಕಾರದ ಸಾಲ ರೂ. 15,600 ಕೋಟಿ ಮೀರಿದೆ. ಪಂಜಾಬ್ ಸರಕಾರ ಈಗಾಗಲೇ 2.82 ಲಕ್ಷ ಕೋಟಿ ಸಾಲದಲ್ಲಿದೆ. ಭಾರತದ ಪ್ರಧಾನ ಮುಖ್ಯಮಂತ್ರಿಯಾಗುತ್ತಿರುವಾಗಲೇ ದೇಶದ ಆರ್ಥಿಕತೆ ಕುಸಿಯುತ್ತಿರುವುದು ಆತಂಕದ ವಿಷಯ.: [486, 349, 723, 852]
edition-date: ಶನಿವಾರ, 11 ಜೂನ್ 2022: [177, 403, 375, 425]
story-headline: ಹೆಚ್.ಕೆ.ರಾಮುಗೆ ಮತ ನೀಡುವಂತೆ ಪದವೀಧರ ಮತದಾರರಲ್ಲಿ ಜೆಡಿಎಸ್ ಯುವ ಘಟಕ ಮನವಿ: [1302, 1252, 1456, 1359]
joke-box-title: ನಕ್ಕರೆ ಅದೇ ಸ್ವರ್ಗ: [97, 151, 454, 214]
proverb-text: ಕಮಟ ಕೊಬ್ಬರಿಗೂ ಚುಗುಟು ಬೆಲ್ಲಕ್ಕೂ ನಂಟು: [181, 622, 370, 637]
quote-box-title: ಅಮೃತವಾಹಿನಿ: [212, 525, 340, 548]
feature-column: ಶ್ರೀಲಂಕಾದಲ್ಲಿಯೂ ಅಧ್ಯಕ್ಷ ರಾಜಪಕ್ಸೆಯವರು ತೆರಿಗೆಯಲ್ಲಿ ಮಾಡಿದ ಭಾರೀ ಕಡಿತದಿಂದ ಸರಕಾರದ ಆದಾಯ ಕುಸಿದು ದೇಶ ದಿವಾಳಿಯಾಯಿತು. ಇಂದು ಶ್ರೀಲಂಕಾದಲ್ಲಿ ಅವಶ್ಯಕ ವಸ್ತುಗಳ ತೀವ್ರ ಅಭಾವದಿಂದಾಗಿ ಜನರು ಬೀದಿಗಿಳಿದಿದ್ದಾರೆ. ದೇಶದಲ್ಲಿ ಅರಾಜಕತೆ ಉಂಟಾಗಿದೆ. ಏರ್ ಸಂಸದರ ಹತ್ಯೆಯೂ ಆಗಿದೆ. ಭಾರತದ ನೀತಿ ಆಯೋಗದ ಸದಸ್ಯರಾದ ರಮೇಶ್ ಚಂದರವರು, ಕೆಲವು ಹಿರಿಯ ಅಧಿಕಾರಿಗಳು ಪ್ರಧಾನಿ ಮೋದಿಯವರ ಜೊತೆ ನಡೆದ ಸಭೆಯಲ್ಲಿ ರಾಜ್ಯಗಳ ಆರ್ಥಿಕ ಸ್ಥಿತಿಯ ಬಗ್ಗೆ ಎಚ್ಚರಿಸಿದ್ದರು. ಕೆಲವು ರಾಜ್ಯಗಳು ಶ್ರೀಲಂಕಾದಂತೆ ದಿವಾಳಿಯಾಗುವ ಅಪಾಯವಿದೆ ಎಂದು ತಿಳಿಸಿದ್ದರು. ಉಚಿತ ಯೋಜನೆಗಳ ಘೋಷಣೆಗೆ ಕಡಿವಾಣ ಹಾಕಬೇಕಿದೆ. ಭಾವನಿಯ ಸಲಹೆ: 2019ರ ಲೋಕಸಭಾ ಚುನಾವಣೆಯಲ್ಲಿ ಕಾಂಗ್ರೆಸ್ ಅಧ್ಯಕ್ಷರಾಗಿದ್ದ ರಾಹುಲ್ ಗಾಂಧಿಯವರು 'ನ್ಯಾಯ್' ಹೆಸರಿನ ಯೋಜನೆ ಪ್ರಕಟಿಸಿದರು. ಈ ಯೋಜನೆಯಂತೆ ಕಾಂಗ್ರೆಸ್ ಅಧಿಕಾರಕ್ಕೆ ಬಂದಲ್ಲಿ ದೇಶದ ಐದು ಕೋಟಿ ಕುಟುಂಬಗಳಿಗೆ ವಾರ್ಷಿಕ ತಲಾ ರೂ. 72,000/- ನೀಡುವ ಘೋಷಣೆ ಮಾಡಿದರು. ಇದರಿಂದ ಸರಕಾರವು ಪ್ರತಿ ವರ್ಷ ರೂ. 3.60 ಲಕ್ಷ ಕೋಟಿ ವ್ಯಯಿಸಬೇಕಾಗುತ್ತಿತ್ತು. ಜನರಿಂದ ಆಯ್ಕೆಯಾದ ಸರಕಾರಗಳು ಪ್ರಜೆಗಳ ಹಿತವನ್ನು ದೃಷ್ಟಿಯಲ್ಲಿಟ್ಟುಕೊಂಡು ಜವಾಬ್ದಾರಿಯಿಂದ ಆರ್ಥಿಕ ನೀತಿಯನ್ನು ರೂಪಿಸಬೇಕು. ಉಚಿತ ಕೊಡುಗೆಗಳ ಆಮಿಷಕ್ಕೆ ಮತದಾರರು ಬಲಿಯಾಗಬಾರದು. ಜನಪ್ರತಿನಿಧಿಗಳು ದೇಶದ ಹಿತಾಸಕ್ತಿಯನ್ನು ಕಾಪಾಡಬೇಕು.: [1222, 349, 1473, 712]
